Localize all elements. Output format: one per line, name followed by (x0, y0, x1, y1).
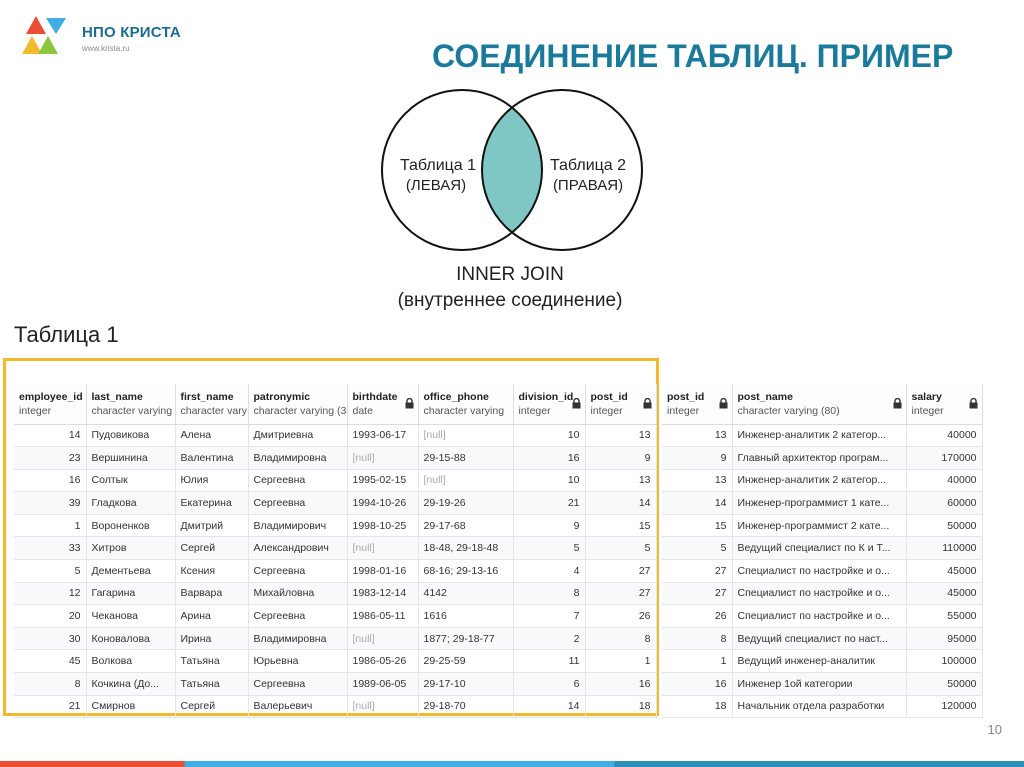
table-cell[interactable]: 27 (662, 560, 732, 583)
table-cell[interactable]: 170000 (906, 447, 982, 470)
table-cell[interactable]: Волкова (86, 650, 175, 673)
table-cell[interactable]: Кочкина (До... (86, 673, 175, 696)
table-cell[interactable]: 33 (14, 537, 86, 560)
table-cell[interactable]: 15 (585, 514, 656, 537)
table-cell[interactable]: 1616 (418, 605, 513, 628)
table-cell[interactable]: Пудовикова (86, 424, 175, 447)
table-cell[interactable]: Владимировна (248, 447, 347, 470)
table-cell[interactable]: Владимирович (248, 514, 347, 537)
table-row[interactable] (14, 650, 656, 673)
table-cell[interactable]: Екатерина (175, 492, 248, 515)
venn-caption-sub: (внутреннее соединение) (397, 290, 623, 311)
table-cell[interactable]: 1998-10-25 (347, 514, 418, 537)
table-row[interactable] (14, 605, 656, 628)
table-cell[interactable]: 8 (14, 673, 86, 696)
table-cell[interactable]: 9 (513, 514, 585, 537)
venn-caption (360, 262, 660, 314)
table-cell[interactable]: 20 (14, 605, 86, 628)
table-cell[interactable]: 13 (662, 424, 732, 447)
table-cell[interactable]: 21 (513, 492, 585, 515)
table-cell[interactable]: 7 (513, 605, 585, 628)
column-header[interactable]: post_name character varying (80) (732, 384, 906, 424)
table-cell[interactable]: Сергеевна (248, 469, 347, 492)
table-cell[interactable]: Специалист по настройке и о... (732, 605, 906, 628)
column-header[interactable]: patronymic character varying (3 (248, 384, 347, 424)
table-cell[interactable]: 55000 (906, 605, 982, 628)
table-cell[interactable]: Специалист по настройке и о... (732, 560, 906, 583)
table-cell[interactable]: 18 (585, 695, 656, 718)
table-cell[interactable]: 8 (513, 582, 585, 605)
table-cell[interactable]: 29-17-10 (418, 673, 513, 696)
table-cell[interactable]: Вороненков (86, 514, 175, 537)
table-cell[interactable]: 10 (513, 424, 585, 447)
table-cell[interactable]: 1986-05-11 (347, 605, 418, 628)
column-header[interactable]: employee_id integer (14, 384, 86, 424)
table-cell[interactable]: 29-15-88 (418, 447, 513, 470)
left-grid-header (14, 384, 656, 424)
column-header[interactable]: post_id integer (585, 384, 656, 424)
table-cell[interactable]: Смирнов (86, 695, 175, 718)
table-row[interactable] (14, 447, 656, 470)
table-cell[interactable]: Дементьева (86, 560, 175, 583)
lock-icon (719, 398, 728, 409)
table-cell[interactable]: 1983-12-14 (347, 582, 418, 605)
table-cell[interactable]: [null] (347, 695, 418, 718)
column-header[interactable]: birthdate date (347, 384, 418, 424)
table-cell[interactable]: [null] (347, 627, 418, 650)
table-cell[interactable]: [null] (347, 537, 418, 560)
table-cell[interactable]: Ведущий инженер-аналитик (732, 650, 906, 673)
table-cell[interactable]: 6 (513, 673, 585, 696)
table-row[interactable] (14, 695, 656, 718)
table-cell[interactable]: 1993-06-17 (347, 424, 418, 447)
column-header[interactable]: last_name character varying (86, 384, 175, 424)
table-cell[interactable]: 1 (14, 514, 86, 537)
table-cell[interactable]: Инженер-аналитик 2 категор... (732, 469, 906, 492)
table-row[interactable] (662, 514, 982, 537)
table-row[interactable] (14, 514, 656, 537)
lock-icon (405, 398, 414, 409)
table-row[interactable] (662, 673, 982, 696)
lock-icon (969, 398, 978, 409)
table-cell[interactable]: 100000 (906, 650, 982, 673)
column-header[interactable]: division_id integer (513, 384, 585, 424)
venn-right-label: Таблица 2 (549, 157, 627, 174)
table-cell[interactable]: 40000 (906, 469, 982, 492)
table-cell[interactable]: 5 (585, 537, 656, 560)
table-cell[interactable]: 13 (662, 469, 732, 492)
table-cell[interactable]: Валентина (175, 447, 248, 470)
company-logo (22, 14, 182, 64)
table-cell[interactable]: Сергеевна (248, 560, 347, 583)
table-cell[interactable]: 1995-02-15 (347, 469, 418, 492)
table-cell[interactable]: 1989-06-05 (347, 673, 418, 696)
table-cell[interactable]: Алена (175, 424, 248, 447)
table-cell[interactable]: 14 (513, 695, 585, 718)
table-cell[interactable]: 18 (662, 695, 732, 718)
venn-left-sub: (ЛЕВАЯ) (405, 177, 467, 194)
table-row[interactable] (662, 492, 982, 515)
table-cell[interactable]: 95000 (906, 627, 982, 650)
slide-title: СОЕДИНЕНИЕ ТАБЛИЦ. ПРИМЕР (432, 38, 954, 74)
table-cell[interactable]: Специалист по настройке и о... (732, 582, 906, 605)
table-cell[interactable]: [null] (347, 447, 418, 470)
table-row[interactable] (662, 627, 982, 650)
table-cell[interactable]: 27 (662, 582, 732, 605)
table-cell[interactable]: [null] (418, 424, 513, 447)
table-cell[interactable]: 1998-01-16 (347, 560, 418, 583)
table-cell[interactable]: Гагарина (86, 582, 175, 605)
table-cell[interactable]: 23 (14, 447, 86, 470)
page-number: 10 (987, 722, 1002, 737)
table-cell[interactable]: Инженер-программист 2 кате... (732, 514, 906, 537)
table-row[interactable] (662, 447, 982, 470)
column-header[interactable]: office_phone character varying (418, 384, 513, 424)
lock-icon (572, 398, 581, 409)
table-cell[interactable]: 12 (14, 582, 86, 605)
lock-icon (643, 398, 652, 409)
table-cell[interactable]: Сергей (175, 537, 248, 560)
table-cell[interactable]: 14 (14, 424, 86, 447)
table-cell[interactable]: Татьяна (175, 673, 248, 696)
table-cell[interactable]: 50000 (906, 673, 982, 696)
table-cell[interactable]: Главный архитектор програм... (732, 447, 906, 470)
venn-left-label: Таблица 1 (399, 157, 477, 174)
table-subtitle: Таблица 1 (14, 322, 119, 347)
table-cell[interactable]: Татьяна (175, 650, 248, 673)
table-row[interactable] (662, 582, 982, 605)
table-cell[interactable]: [null] (418, 469, 513, 492)
table-row[interactable] (14, 469, 656, 492)
logo-triangles-icon (22, 14, 74, 62)
table-cell[interactable]: 120000 (906, 695, 982, 718)
table-row[interactable] (14, 627, 656, 650)
table-cell[interactable]: 45000 (906, 560, 982, 583)
table-cell[interactable]: 29-18-70 (418, 695, 513, 718)
table-cell[interactable]: 40000 (906, 424, 982, 447)
table-cell[interactable]: 13 (585, 424, 656, 447)
table-cell[interactable]: 5 (14, 560, 86, 583)
table-cell[interactable]: Сергеевна (248, 492, 347, 515)
column-header[interactable]: first_name character vary (175, 384, 248, 424)
table-cell[interactable]: 27 (585, 560, 656, 583)
venn-caption-title: INNER JOIN (456, 264, 564, 285)
table-cell[interactable]: Михайловна (248, 582, 347, 605)
table-cell[interactable]: Сергеевна (248, 673, 347, 696)
table-cell[interactable]: 39 (14, 492, 86, 515)
table-cell[interactable]: 1 (662, 650, 732, 673)
table-row[interactable] (662, 650, 982, 673)
table-cell[interactable]: 4142 (418, 582, 513, 605)
table-cell[interactable]: Сергеевна (248, 605, 347, 628)
column-header[interactable]: post_id integer (662, 384, 732, 424)
table-row[interactable] (14, 492, 656, 515)
table-cell[interactable]: Сергей (175, 695, 248, 718)
column-header[interactable]: salary integer (906, 384, 982, 424)
table-cell[interactable]: 16 (513, 447, 585, 470)
venn-right-sub: (ПРАВАЯ) (552, 177, 624, 194)
table-cell[interactable]: Инженер-аналитик 2 категор... (732, 424, 906, 447)
table-cell[interactable]: Валерьевич (248, 695, 347, 718)
table-cell[interactable]: Инженер-программист 1 кате... (732, 492, 906, 515)
table-row[interactable] (662, 695, 982, 718)
table-row[interactable] (662, 424, 982, 447)
table-cell[interactable]: Ведущий специалист по К и Т... (732, 537, 906, 560)
table-cell[interactable]: 27 (585, 582, 656, 605)
table-row[interactable] (14, 537, 656, 560)
table-cell[interactable]: 18-48, 29-18-48 (418, 537, 513, 560)
table-cell[interactable]: Хитров (86, 537, 175, 560)
table-cell[interactable]: 29-17-68 (418, 514, 513, 537)
table-cell[interactable]: 110000 (906, 537, 982, 560)
table-cell[interactable]: 14 (585, 492, 656, 515)
table-cell[interactable]: 45000 (906, 582, 982, 605)
table-cell[interactable]: Ксения (175, 560, 248, 583)
table-cell[interactable]: 8 (585, 627, 656, 650)
table-cell[interactable]: 1 (585, 650, 656, 673)
left-data-grid (14, 384, 657, 718)
table-cell[interactable]: Начальник отдела разработки (732, 695, 906, 718)
right-grid-header (662, 384, 982, 424)
table-cell[interactable]: 26 (662, 605, 732, 628)
table-cell[interactable]: 9 (662, 447, 732, 470)
table-cell[interactable]: 45 (14, 650, 86, 673)
table-cell[interactable]: 30 (14, 627, 86, 650)
right-data-grid (662, 384, 983, 718)
table-cell[interactable]: 16 (662, 673, 732, 696)
table-cell[interactable]: Ведущий специалист по наст... (732, 627, 906, 650)
table-cell[interactable]: Юрьевна (248, 650, 347, 673)
table-cell[interactable]: Коновалова (86, 627, 175, 650)
table-cell[interactable]: Варвара (175, 582, 248, 605)
table-row[interactable] (14, 673, 656, 696)
table-cell[interactable]: Александрович (248, 537, 347, 560)
table-cell[interactable]: 50000 (906, 514, 982, 537)
table-row[interactable] (14, 582, 656, 605)
table-cell[interactable]: 9 (585, 447, 656, 470)
table-cell[interactable]: Арина (175, 605, 248, 628)
table-row[interactable] (662, 537, 982, 560)
table-cell[interactable]: 60000 (906, 492, 982, 515)
table-row[interactable] (662, 560, 982, 583)
table-cell[interactable]: 68-16; 29-13-16 (418, 560, 513, 583)
table-cell[interactable]: 29-25-59 (418, 650, 513, 673)
table-row[interactable] (662, 469, 982, 492)
table-cell[interactable]: Ирина (175, 627, 248, 650)
table-cell[interactable]: 2 (513, 627, 585, 650)
logo-brand: НПО КРИСТА (82, 24, 181, 41)
table-cell[interactable]: 21 (14, 695, 86, 718)
table-cell[interactable]: 1986-05-26 (347, 650, 418, 673)
table-row[interactable] (14, 560, 656, 583)
table-cell[interactable]: 4 (513, 560, 585, 583)
table-cell[interactable]: 15 (662, 514, 732, 537)
venn-diagram (378, 88, 648, 258)
table-cell[interactable]: 5 (513, 537, 585, 560)
table-cell[interactable]: Владимировна (248, 627, 347, 650)
table-cell[interactable]: Вершинина (86, 447, 175, 470)
table-cell[interactable]: 1994-10-26 (347, 492, 418, 515)
table-cell[interactable]: 5 (662, 537, 732, 560)
table-cell[interactable]: 13 (585, 469, 656, 492)
table-cell[interactable]: 29-19-26 (418, 492, 513, 515)
table-cell[interactable]: 16 (14, 469, 86, 492)
footer-color-bar (0, 761, 1024, 767)
table-cell[interactable]: Дмитрий (175, 514, 248, 537)
table-cell[interactable]: 11 (513, 650, 585, 673)
table-cell[interactable]: Инженер 1ой категории (732, 673, 906, 696)
table-cell[interactable]: 10 (513, 469, 585, 492)
table-cell[interactable]: Солтык (86, 469, 175, 492)
table-row[interactable] (14, 424, 656, 447)
table-cell[interactable]: 1877; 29-18-77 (418, 627, 513, 650)
table-cell[interactable]: 8 (662, 627, 732, 650)
table-row[interactable] (662, 605, 982, 628)
table-cell[interactable]: Чеканова (86, 605, 175, 628)
table-cell[interactable]: Юлия (175, 469, 248, 492)
table-cell[interactable]: 16 (585, 673, 656, 696)
table-cell[interactable]: 14 (662, 492, 732, 515)
table-cell[interactable]: Гладкова (86, 492, 175, 515)
table-cell[interactable]: 26 (585, 605, 656, 628)
logo-site: www.krista.ru (82, 44, 130, 53)
lock-icon (893, 398, 902, 409)
table-cell[interactable]: Дмитриевна (248, 424, 347, 447)
